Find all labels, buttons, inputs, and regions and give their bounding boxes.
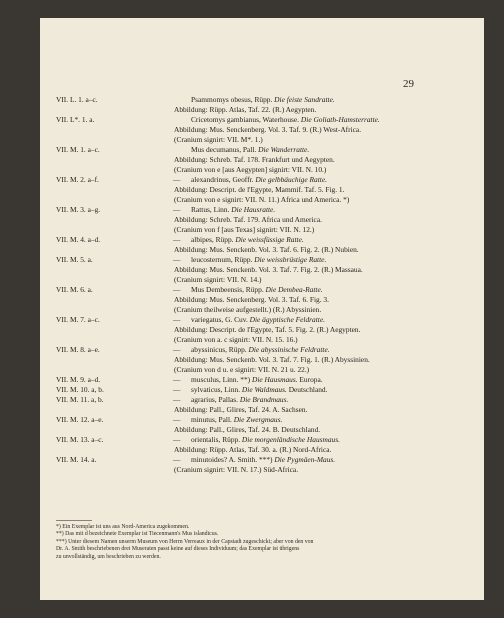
species-name: orientalis, Rüpp. — [191, 435, 241, 444]
specimen-number: VII. M. 5. a. — [56, 255, 93, 264]
page-number: 29 — [403, 78, 414, 90]
entry-detail-line — [56, 225, 480, 235]
species-name: Mus Dembeensis, Rüpp. — [191, 285, 264, 294]
german-name: Die Goliath-Hamsterratte. — [300, 115, 380, 124]
entry-detail-line — [56, 135, 480, 145]
catalogue-entry — [56, 95, 480, 105]
specimen-number: VII. M. 9. a–d. — [56, 375, 101, 384]
entry-detail-line — [56, 125, 480, 135]
german-name: Die Waldmaus. — [241, 385, 287, 394]
entry-detail-line — [56, 465, 480, 475]
catalogue-entry — [56, 455, 480, 465]
specimen-number: VII. M. 7. a–c. — [56, 315, 100, 324]
genus-ditto-dash: — — [173, 255, 181, 264]
entry-detail-line — [56, 425, 480, 435]
species-name: minutoides? A. Smith. ***) — [191, 455, 273, 464]
footnote-line: *) Ein Exemplar ist uns aus Nord-America zugekommen. — [56, 524, 190, 530]
specimen-number: VII. M. 3. a–g. — [56, 205, 101, 214]
entry-detail-line — [56, 195, 480, 205]
german-name: Die morgenländische Hausmaus. — [241, 435, 340, 444]
species-name: abyssinicus, Rüpp. — [191, 345, 247, 354]
german-name: Die weissbrüstige Ratte. — [254, 255, 327, 264]
species-name: agrarius, Pallas. — [191, 395, 238, 404]
entry-detail-line — [56, 295, 480, 305]
detail-text: (Cranium von e [aus Aegypten] signirt: VII. N. 10.) — [174, 165, 327, 174]
german-name: Die Zwergmaus. — [233, 415, 283, 424]
locality: Europa. — [299, 375, 323, 384]
footnote-line: ***) Unter diesem Namen unserm Museum von Herrn Verreaux in der Capstadt zugeschickt; aber von den von — [56, 538, 314, 545]
species-entry — [191, 205, 275, 215]
catalogue-entry — [56, 375, 480, 385]
detail-text: Abbildung: Pall., Glires, Taf. 24. B. Deutschland. — [174, 425, 321, 434]
german-name: Die abyssinische Feldratte. — [248, 345, 330, 354]
genus-ditto-dash: — — [173, 395, 181, 404]
catalogue-entry — [56, 435, 480, 445]
genus-ditto-dash: — — [173, 285, 181, 294]
detail-text: Abbildung: Pall., Glires, Taf. 24. A. Sachsen. — [174, 405, 308, 414]
species-name: albipes, Rüpp. — [191, 235, 234, 244]
specimen-number: VII. M. 12. a–e. — [56, 415, 104, 424]
species-entry — [191, 395, 288, 405]
species-name: variegatus, G. Cuv. — [191, 315, 248, 324]
genus-ditto-dash: — — [173, 435, 181, 444]
entry-detail-line — [56, 355, 480, 365]
detail-text: Abbildung: Mus. Senckenberg. Vol. 3. Taf. 6. Fig. 3. — [174, 295, 329, 304]
genus-ditto-dash: — — [173, 205, 181, 214]
detail-text: Abbildung: Rüpp. Atlas, Taf. 30. a. (R.) Nord-Africa. — [174, 445, 332, 454]
footnote-line: Dr. A. Smith beschriebenen drei Museraten passt keine auf dieses Individuum; das Exemplar ist übrigens — [56, 546, 300, 553]
entry-detail-line — [56, 335, 480, 345]
specimen-number: VII. M. 6. a. — [56, 285, 93, 294]
specimen-number: VII. L*. 1. a. — [56, 115, 95, 124]
specimen-number: VII. M. 13. a–c. — [56, 435, 104, 444]
german-name: Die Hausratte. — [231, 205, 276, 214]
specimen-number: VII. M. 10. a, b. — [56, 385, 104, 394]
detail-text: Abbildung: Rüpp. Atlas, Taf. 22. (R.) Aegypten. — [174, 105, 317, 114]
german-name: Die gelbbäuchige Ratte. — [255, 175, 327, 184]
catalogue-entry — [56, 205, 480, 215]
entry-detail-line — [56, 365, 480, 375]
entry-detail-line — [56, 215, 480, 225]
genus-ditto-dash: — — [173, 385, 181, 394]
specimen-number: VII. L. 1. a–c. — [56, 95, 98, 104]
locality: Deutschland. — [288, 385, 328, 394]
species-name: Psammomys obesus, Rüpp. — [191, 95, 273, 104]
catalogue-entry — [56, 255, 480, 265]
species-name: Rattus, Linn. — [191, 205, 230, 214]
entry-detail-line — [56, 305, 480, 315]
genus-ditto-dash: — — [173, 345, 181, 354]
detail-text: (Cranium signirt: VII. N. 14.) — [174, 275, 262, 284]
catalogue-entry — [56, 395, 480, 405]
entry-detail-line — [56, 245, 480, 255]
entry-detail-line — [56, 165, 480, 175]
footnote-line: zu unvollständig, um beschrieben zu werden. — [56, 553, 161, 560]
footnote-line: **) Das mit d bezeichnete Exemplar ist Tiecenmann's Mus islandicus. — [56, 531, 219, 538]
specimen-number: VII. M. 8. a–e. — [56, 345, 100, 354]
species-name: Mus decumanus, Pall. — [191, 145, 257, 154]
catalogue-entry — [56, 115, 480, 125]
specimen-number: VII. M. 1. a–c. — [56, 145, 100, 154]
species-entry — [191, 235, 304, 245]
species-entry — [191, 385, 327, 395]
detail-text: (Cranium von e signirt: VII. N. 11.) Africa und America. *) — [174, 195, 350, 204]
entry-detail-line — [56, 325, 480, 335]
species-name: minutus, Pall. — [191, 415, 232, 424]
entry-detail-line — [56, 275, 480, 285]
specimen-number: VII. M. 11. a, b. — [56, 395, 104, 404]
detail-text: Abbildung: Schreb. Taf. 179. Africa und America. — [174, 215, 322, 224]
species-entry — [191, 345, 330, 355]
german-name: Die Dembea-Ratte. — [265, 285, 323, 294]
entry-detail-line — [56, 405, 480, 415]
species-entry — [191, 95, 335, 105]
specimen-number: VII. M. 2. a–f. — [56, 175, 99, 184]
catalogue-entry — [56, 315, 480, 325]
genus-ditto-dash: — — [173, 455, 181, 464]
species-entry — [191, 145, 309, 155]
catalogue-entry — [56, 385, 480, 395]
german-name: Die Brandmaus. — [239, 395, 289, 404]
entry-detail-line — [56, 185, 480, 195]
catalogue-entry — [56, 285, 480, 295]
detail-text: (Cranium von a. c signirt: VII. N. 15. 16.) — [174, 335, 298, 344]
genus-ditto-dash: — — [173, 175, 181, 184]
species-name: alexandrinus, Geoffr. — [191, 175, 254, 184]
species-entry — [191, 375, 323, 385]
genus-ditto-dash: — — [173, 315, 181, 324]
species-entry — [191, 285, 323, 295]
german-name: Die Wanderratte. — [258, 145, 310, 154]
detail-text: Abbildung: Mus. Senckenb. Vol. 3. Taf. 7. Fig. 2. (R.) Massaua. — [174, 265, 363, 274]
specimen-number: VII. M. 4. a–d. — [56, 235, 101, 244]
entry-detail-line — [56, 265, 480, 275]
detail-text: (Cranium von d u. e signirt: VII. N. 21 u. 22.) — [174, 365, 310, 374]
species-entry — [191, 115, 380, 125]
catalogue-entry — [56, 415, 480, 425]
species-name: leucosternum, Rüpp. — [191, 255, 253, 264]
species-entry — [191, 175, 327, 185]
detail-text: Abbildung: Mus. Senckenb. Vol. 3. Taf. 6. Fig. 2. (R.) Nubien. — [174, 245, 359, 254]
footnote-rule — [56, 520, 92, 521]
species-entry — [191, 435, 340, 445]
german-name: Die Hausmaus. — [251, 375, 298, 384]
species-name: Cricetomys gambianus, Waterhouse. — [191, 115, 300, 124]
detail-text: (Cranium theilweise aufgestellt.) (R.) Abyssinien. — [174, 305, 322, 314]
detail-text: Abbildung: Schreb. Taf. 178. Frankfurt und Aegypten. — [174, 155, 335, 164]
german-name: Die feiste Sandratte. — [274, 95, 335, 104]
german-name: Die Pygmäen-Maus. — [274, 455, 336, 464]
species-name: musculus, Linn. **) — [191, 375, 251, 384]
catalogue-entry — [56, 145, 480, 155]
species-entry — [191, 415, 282, 425]
german-name: Die weissfüssige Ratte. — [235, 235, 304, 244]
detail-text: (Cranium signirt: VII. M*. 1.) — [174, 135, 263, 144]
detail-text: Abbildung: Descript. de l'Egypte, Mammif. Taf. 5. Fig. 1. — [174, 185, 345, 194]
entry-detail-line — [56, 105, 480, 115]
entry-detail-line — [56, 155, 480, 165]
genus-ditto-dash: — — [173, 235, 181, 244]
catalogue-entry — [56, 235, 480, 245]
catalogue-entry — [56, 345, 480, 355]
species-name: sylvaticus, Linn. — [191, 385, 241, 394]
detail-text: (Cranium von f [aus Texas] signirt: VII. N. 12.) — [174, 225, 315, 234]
detail-text: Abbildung: Mus. Senckenberg. Vol. 3. Taf. 9. (R.) West-Africa. — [174, 125, 362, 134]
detail-text: Abbildung: Descript. de l'Egypte, Taf. 5. Fig. 2. (R.) Aegypten. — [174, 325, 361, 334]
detail-text: (Cranium signirt: VII. N. 17.) Süd-Africa. — [174, 465, 299, 474]
species-entry — [191, 315, 325, 325]
catalogue-entries — [56, 95, 480, 475]
detail-text: Abbildung: Mus. Senckenb. Vol. 3. Taf. 7. Fig. 1. (R.) Abyssinien. — [174, 355, 370, 364]
catalogue-entry — [56, 175, 480, 185]
footnotes — [56, 524, 476, 561]
genus-ditto-dash: — — [173, 375, 181, 384]
species-entry — [191, 455, 335, 465]
entry-detail-line — [56, 445, 480, 455]
german-name: Die ägyptische Feldratte. — [249, 315, 325, 324]
specimen-number: VII. M. 14. a. — [56, 455, 97, 464]
species-entry — [191, 255, 326, 265]
genus-ditto-dash: — — [173, 415, 181, 424]
